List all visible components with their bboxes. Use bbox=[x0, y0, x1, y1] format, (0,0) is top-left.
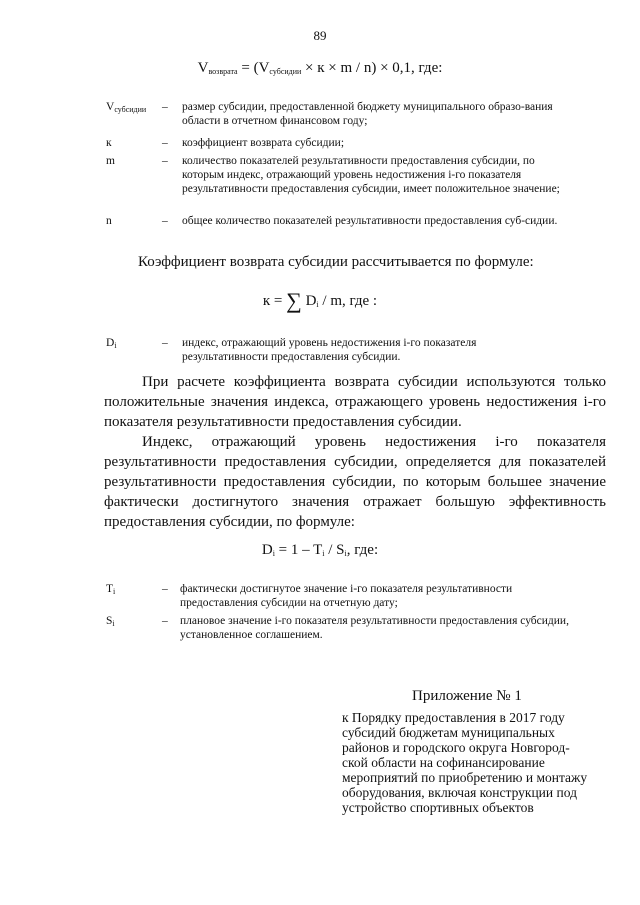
definition-text: количество показателей результативности предоставления субсидии, по которым индекс, отражающий уровень недостижения i-го показателя результативности предоставления субсидии, имеет положительное значение; bbox=[182, 155, 560, 195]
definition-dash: – bbox=[162, 155, 168, 167]
paragraph-index-definition: Индекс, отражающий уровень недостижения i-го показателя результативности предоставления субсидии, определяется для показателей результативности предоставления субсидии, по которым большее значение фактически достигнутого значения отражает большую эффективность предоставления субсидии, по формуле: bbox=[104, 434, 606, 530]
appendix-line: мероприятий по приобретению и монтажу bbox=[342, 770, 588, 785]
appendix-line: к Порядку предоставления в 2017 году bbox=[342, 710, 565, 725]
appendix-line: субсидий бюджетам муниципальных bbox=[342, 725, 555, 740]
definition-di bbox=[106, 336, 576, 366]
appendix-line: оборудования, включая конструкции под bbox=[342, 785, 577, 800]
appendix-line: ской области на софинансирование bbox=[342, 755, 545, 770]
definition-n bbox=[106, 214, 576, 244]
definition-text: индекс, отражающий уровень недостижения i-го показателя результативности предоставления субсидии. bbox=[182, 337, 477, 363]
appendix-reference bbox=[342, 710, 612, 815]
definition-symbol: $V_{субсидии}$ bbox=[106, 101, 147, 114]
formula-coefficient: к = ∑ $D_i$ / m, где : bbox=[262, 288, 378, 313]
definition-symbol: n bbox=[106, 215, 112, 227]
definition-m bbox=[106, 154, 576, 212]
definition-text: общее количество показателей результативности предоставления суб-сидии. bbox=[182, 215, 558, 227]
appendix-line: районов и городского округа Новгород- bbox=[342, 740, 570, 755]
sum-symbol: ∑ bbox=[286, 288, 302, 313]
definition-symbol: m bbox=[106, 155, 115, 167]
formula-index: $D_i = 1 - T_i / S_i$, где: bbox=[261, 542, 379, 558]
definition-text: коэффициент возврата субсидии; bbox=[182, 137, 345, 149]
definition-symbol: $D_i$ bbox=[106, 337, 117, 350]
definition-dash: – bbox=[162, 337, 168, 349]
definition-text: фактически достигнутое значение i-го показателя результативности предоставления субсидии на отчетную дату; bbox=[180, 583, 513, 609]
formula-return-amount: $V_{возврата} = (V_{субсидии} \times к \times m / n) \times 0,1$, где: bbox=[197, 60, 443, 76]
coefficient-intro: Коэффициент возврата субсидии рассчитывается по формуле: bbox=[138, 254, 534, 270]
definition-dash: – bbox=[162, 583, 168, 595]
definition-symbol: $S_i$ bbox=[106, 615, 115, 628]
definition-text: плановое значение i-го показателя результативности предоставления субсидии, установленное соглашением. bbox=[180, 615, 569, 641]
definition-dash: – bbox=[162, 137, 168, 149]
paragraph-positive-values: При расчете коэффициента возврата субсидии используются только положительные значения индекса, отражающего уровень недостижения i-го показателя результативности предоставления субсидии. bbox=[104, 374, 606, 430]
definition-dash: – bbox=[162, 215, 168, 227]
definition-symbol: к bbox=[106, 137, 112, 149]
definition-symbol: $T_i$ bbox=[106, 583, 116, 596]
definition-v-subsidy bbox=[106, 100, 576, 130]
definition-dash: – bbox=[162, 615, 168, 627]
appendix-title: Приложение № 1 bbox=[412, 688, 522, 704]
definition-k bbox=[106, 136, 576, 152]
definition-ti bbox=[106, 582, 576, 612]
definition-text: размер субсидии, предоставленной бюджету муниципального образо-вания области в отчетном финансовом году; bbox=[182, 101, 553, 127]
definition-dash: – bbox=[162, 101, 168, 113]
definition-si bbox=[106, 614, 576, 644]
appendix-line: устройство спортивных объектов bbox=[342, 800, 534, 815]
page-number: 89 bbox=[313, 28, 327, 43]
